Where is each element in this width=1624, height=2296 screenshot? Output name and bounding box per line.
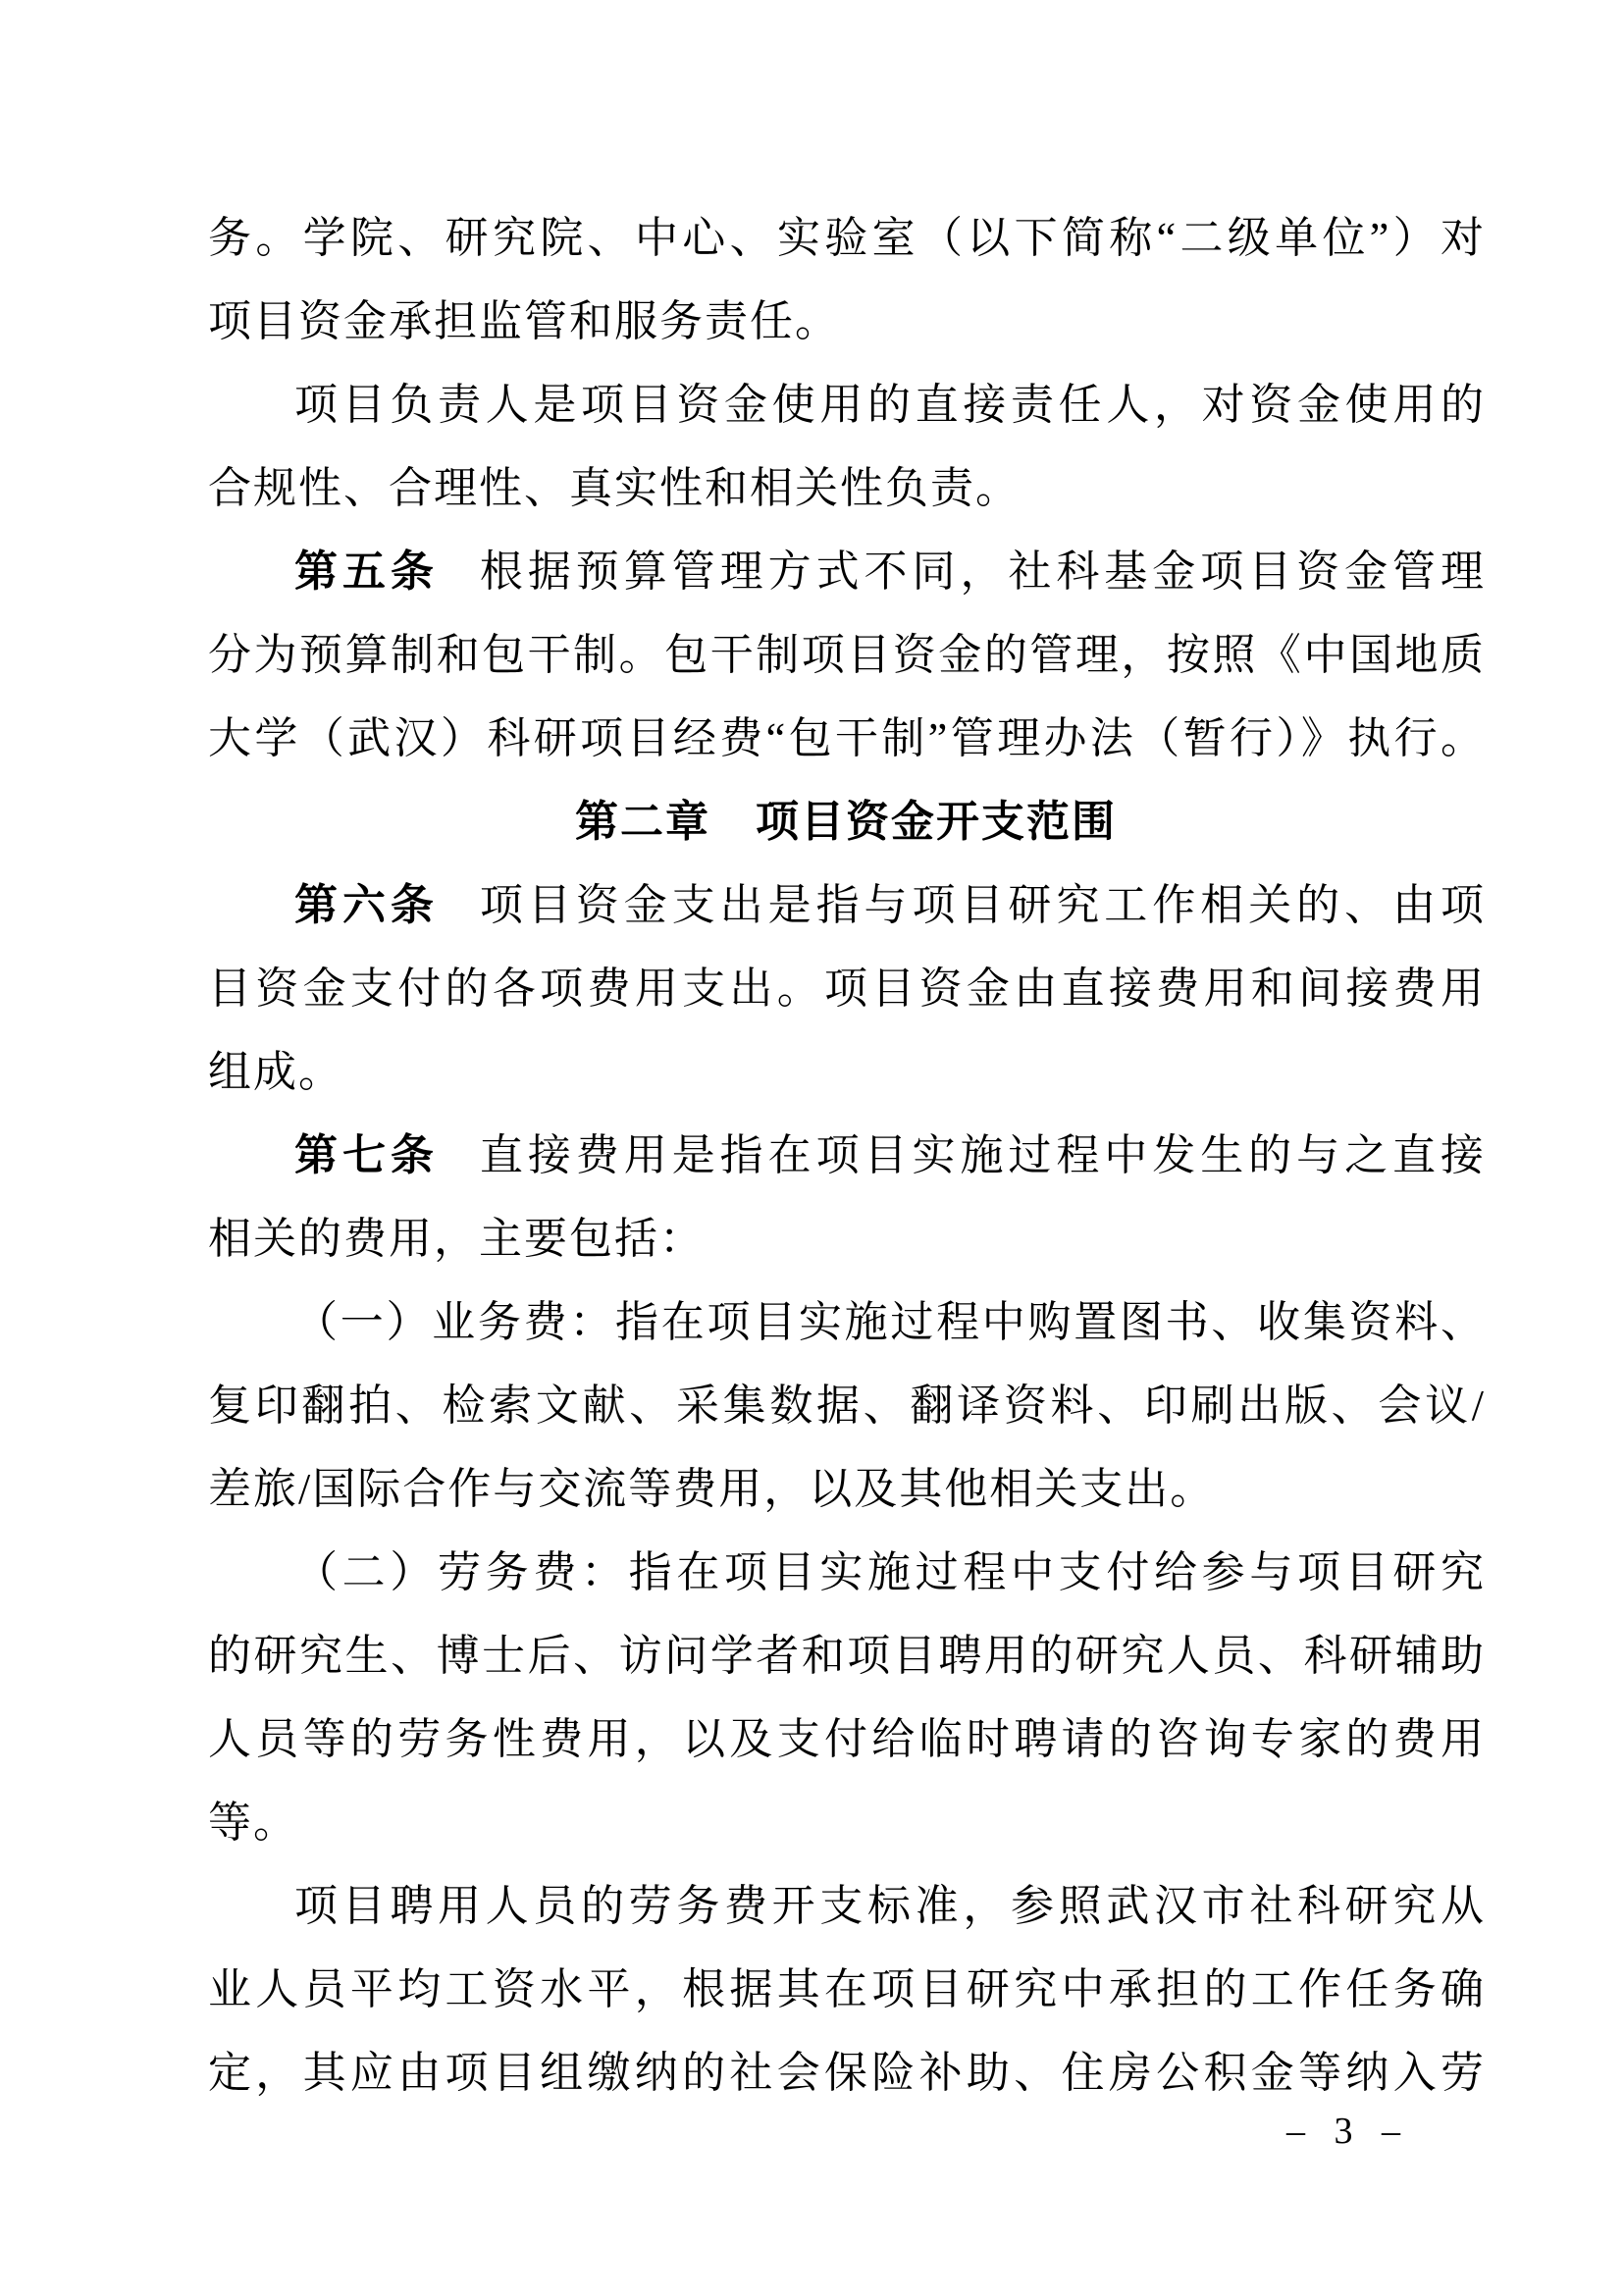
text-line: 组成。 <box>208 1048 343 1096</box>
page-number: – 3 – <box>1286 2111 1410 2152</box>
text-line: 的研究生、博士后、访问学者和项目聘用的研究人员、科研辅助 <box>208 1632 1484 1680</box>
text-line <box>208 530 1484 613</box>
text-line: 项目聘用人员的劳务费开支标准，参照武汉市社科研究从 <box>294 1882 1484 1930</box>
text-line: （二）劳务费：指在项目实施过程中支付给参与项目研究 <box>294 1548 1484 1596</box>
text-line: 等。 <box>208 1799 298 1847</box>
text-line: 项目负责人是项目资金使用的直接责任人，对资金使用的 <box>294 381 1484 429</box>
text-line: 合规性、合理性、真实性和相关性负责。 <box>208 464 1021 512</box>
text-line: 复印翻拍、检索文献、采集数据、翻译资料、印刷出版、会议/ <box>208 1382 1484 1430</box>
text-line: 目资金支付的各项费用支出。项目资金由直接费用和间接费用 <box>208 965 1484 1013</box>
text-line: 相关的费用，主要包括： <box>208 1215 705 1263</box>
text-line: 项目资金承担监管和服务责任。 <box>208 297 840 345</box>
text-line: 务。学院、研究院、中心、实验室（以下简称“二级单位”）对 <box>208 214 1484 262</box>
article-number: 第五条 <box>294 548 439 596</box>
line-text: 项目资金支出是指与项目研究工作相关的、由项 <box>479 881 1485 929</box>
text-line: 差旅/国际合作与交流等费用，以及其他相关支出。 <box>208 1465 1216 1513</box>
article-number: 第六条 <box>294 881 439 929</box>
line-text: 直接费用是指在项目实施过程中发生的与之直接 <box>479 1131 1485 1179</box>
text-line: 大学（武汉）科研项目经费“包干制”管理办法（暂行）》执行。 <box>208 714 1484 762</box>
chapter-heading: 第二章 项目资金开支范围 <box>575 798 1117 846</box>
text-line: （一）业务费：指在项目实施过程中购置图书、收集资料、 <box>294 1298 1484 1346</box>
text-line: 分为预算制和包干制。包干制项目资金的管理，按照《中国地质 <box>208 631 1484 679</box>
article-number: 第七条 <box>294 1131 439 1179</box>
text-line: 定，其应由项目组缴纳的社会保险补助、住房公积金等纳入劳 <box>208 2049 1484 2097</box>
text-line: 业人员平均工资水平，根据其在项目研究中承担的工作任务确 <box>208 1965 1484 2013</box>
line-text: 根据预算管理方式不同，社科基金项目资金管理 <box>479 548 1485 596</box>
document-body <box>208 196 1484 2114</box>
text-line <box>208 863 1484 947</box>
text-line: 人员等的劳务性费用，以及支付给临时聘请的咨询专家的费用 <box>208 1715 1484 1763</box>
text-line <box>208 1114 1484 1197</box>
